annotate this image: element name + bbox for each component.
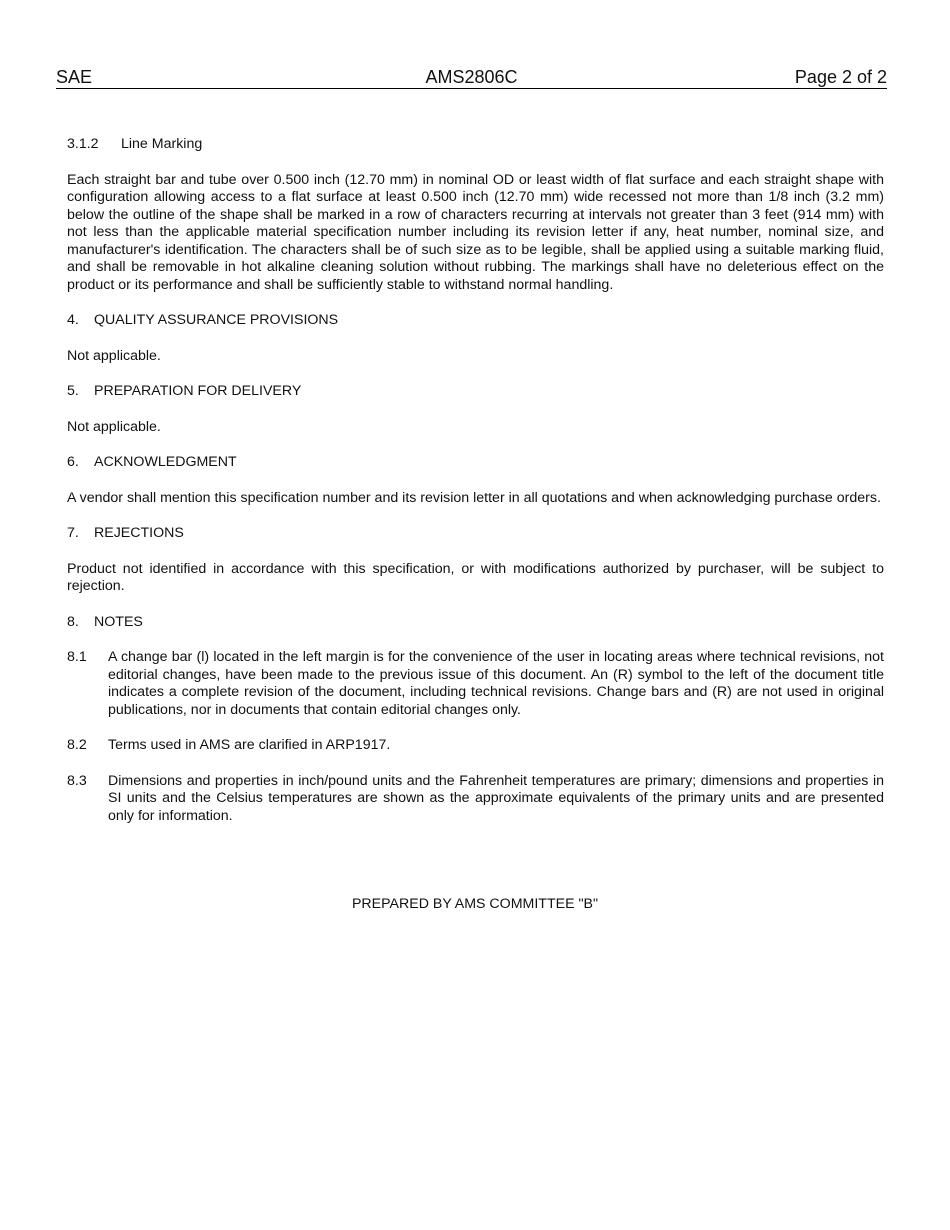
section-number: 7. [67, 525, 79, 541]
section-5-heading [67, 383, 884, 401]
note-number: 8.3 [67, 772, 87, 789]
page-header [56, 66, 887, 89]
section-7-heading [67, 525, 884, 543]
section-number: 3.1.2 [67, 136, 99, 152]
section-title: REJECTIONS [94, 525, 184, 541]
note-number: 8.1 [67, 649, 87, 665]
section-number: 6. [67, 454, 79, 470]
header-organization: SAE [56, 67, 93, 87]
section-4-text: Not applicable. [67, 347, 161, 364]
note-text: Dimensions and properties in inch/pound units and the Fahrenheit temperatures are primary; dimensions and properties in SI units and the Celsius temperatures are shown as the approximate equivalents of the primary units and are presented only for information. [108, 772, 884, 824]
section-3-1-2-text: Each straight bar and tube over 0.500 inch (12.70 mm) in nominal OD or least width of flat surface and each straight shape with configuration allowing access to a flat surface at least 0.500 inch (12.70 mm) wide recessed not more than 1/8 inch (3.2 mm) below the outline of the shape shall be marked in a row of characters recurring at intervals not greater than 3 feet (914 mm) with not less than the applicable material specification number including its revision letter if any, heat number, nominal size, and manufacturer's identification. The characters shall be of such size as to be legible, shall be applied using a suitable marking fluid, and shall be removable in hot alkaline cleaning solution without rubbing. The markings shall have no deleterious effect on the product or its performance and shall be sufficiently stable to withstand normal handling. [67, 171, 884, 293]
note-8-1 [67, 649, 884, 719]
section-7-text: Product not identified in accordance with this specification, or with modifications authorized by purchaser, will be subject to rejection. [67, 560, 884, 594]
section-title: Line Marking [121, 136, 203, 152]
section-5-text: Not applicable. [67, 418, 161, 435]
note-text: Terms used in AMS are clarified in ARP1917. [108, 737, 391, 753]
note-text: A change bar (l) located in the left margin is for the convenience of the user in locating areas where technical revisions, not editorial changes, have been made to the previous issue of this document. An (R) symbol to the left of the document title indicates a complete revision of the document, including technical revisions. Change bars and (R) are not used in original publications, nor in documents that contain editorial changes only. [108, 649, 884, 718]
note-number: 8.2 [67, 737, 87, 753]
section-title: ACKNOWLEDGMENT [94, 454, 237, 470]
section-4-heading [67, 312, 884, 330]
document-body [67, 136, 884, 825]
section-3-1-2-heading [67, 136, 884, 154]
section-number: 4. [67, 312, 79, 328]
section-8-heading [67, 614, 884, 632]
section-6-text: A vendor shall mention this specification number and its revision letter in all quotations and when acknowledging purchase orders. [67, 489, 881, 506]
section-title: PREPARATION FOR DELIVERY [94, 383, 302, 399]
section-number: 5. [67, 383, 79, 399]
header-page-number: Page 2 of 2 [794, 67, 887, 87]
section-title: NOTES [94, 613, 143, 630]
section-title: QUALITY ASSURANCE PROVISIONS [94, 312, 339, 328]
prepared-by-footer: PREPARED BY AMS COMMITTEE "B" [351, 896, 599, 912]
header-document-number: AMS2806C [425, 67, 518, 87]
section-6-heading [67, 454, 884, 472]
note-8-3 [67, 773, 884, 826]
section-number: 8. [67, 613, 79, 630]
note-8-2 [67, 737, 884, 755]
